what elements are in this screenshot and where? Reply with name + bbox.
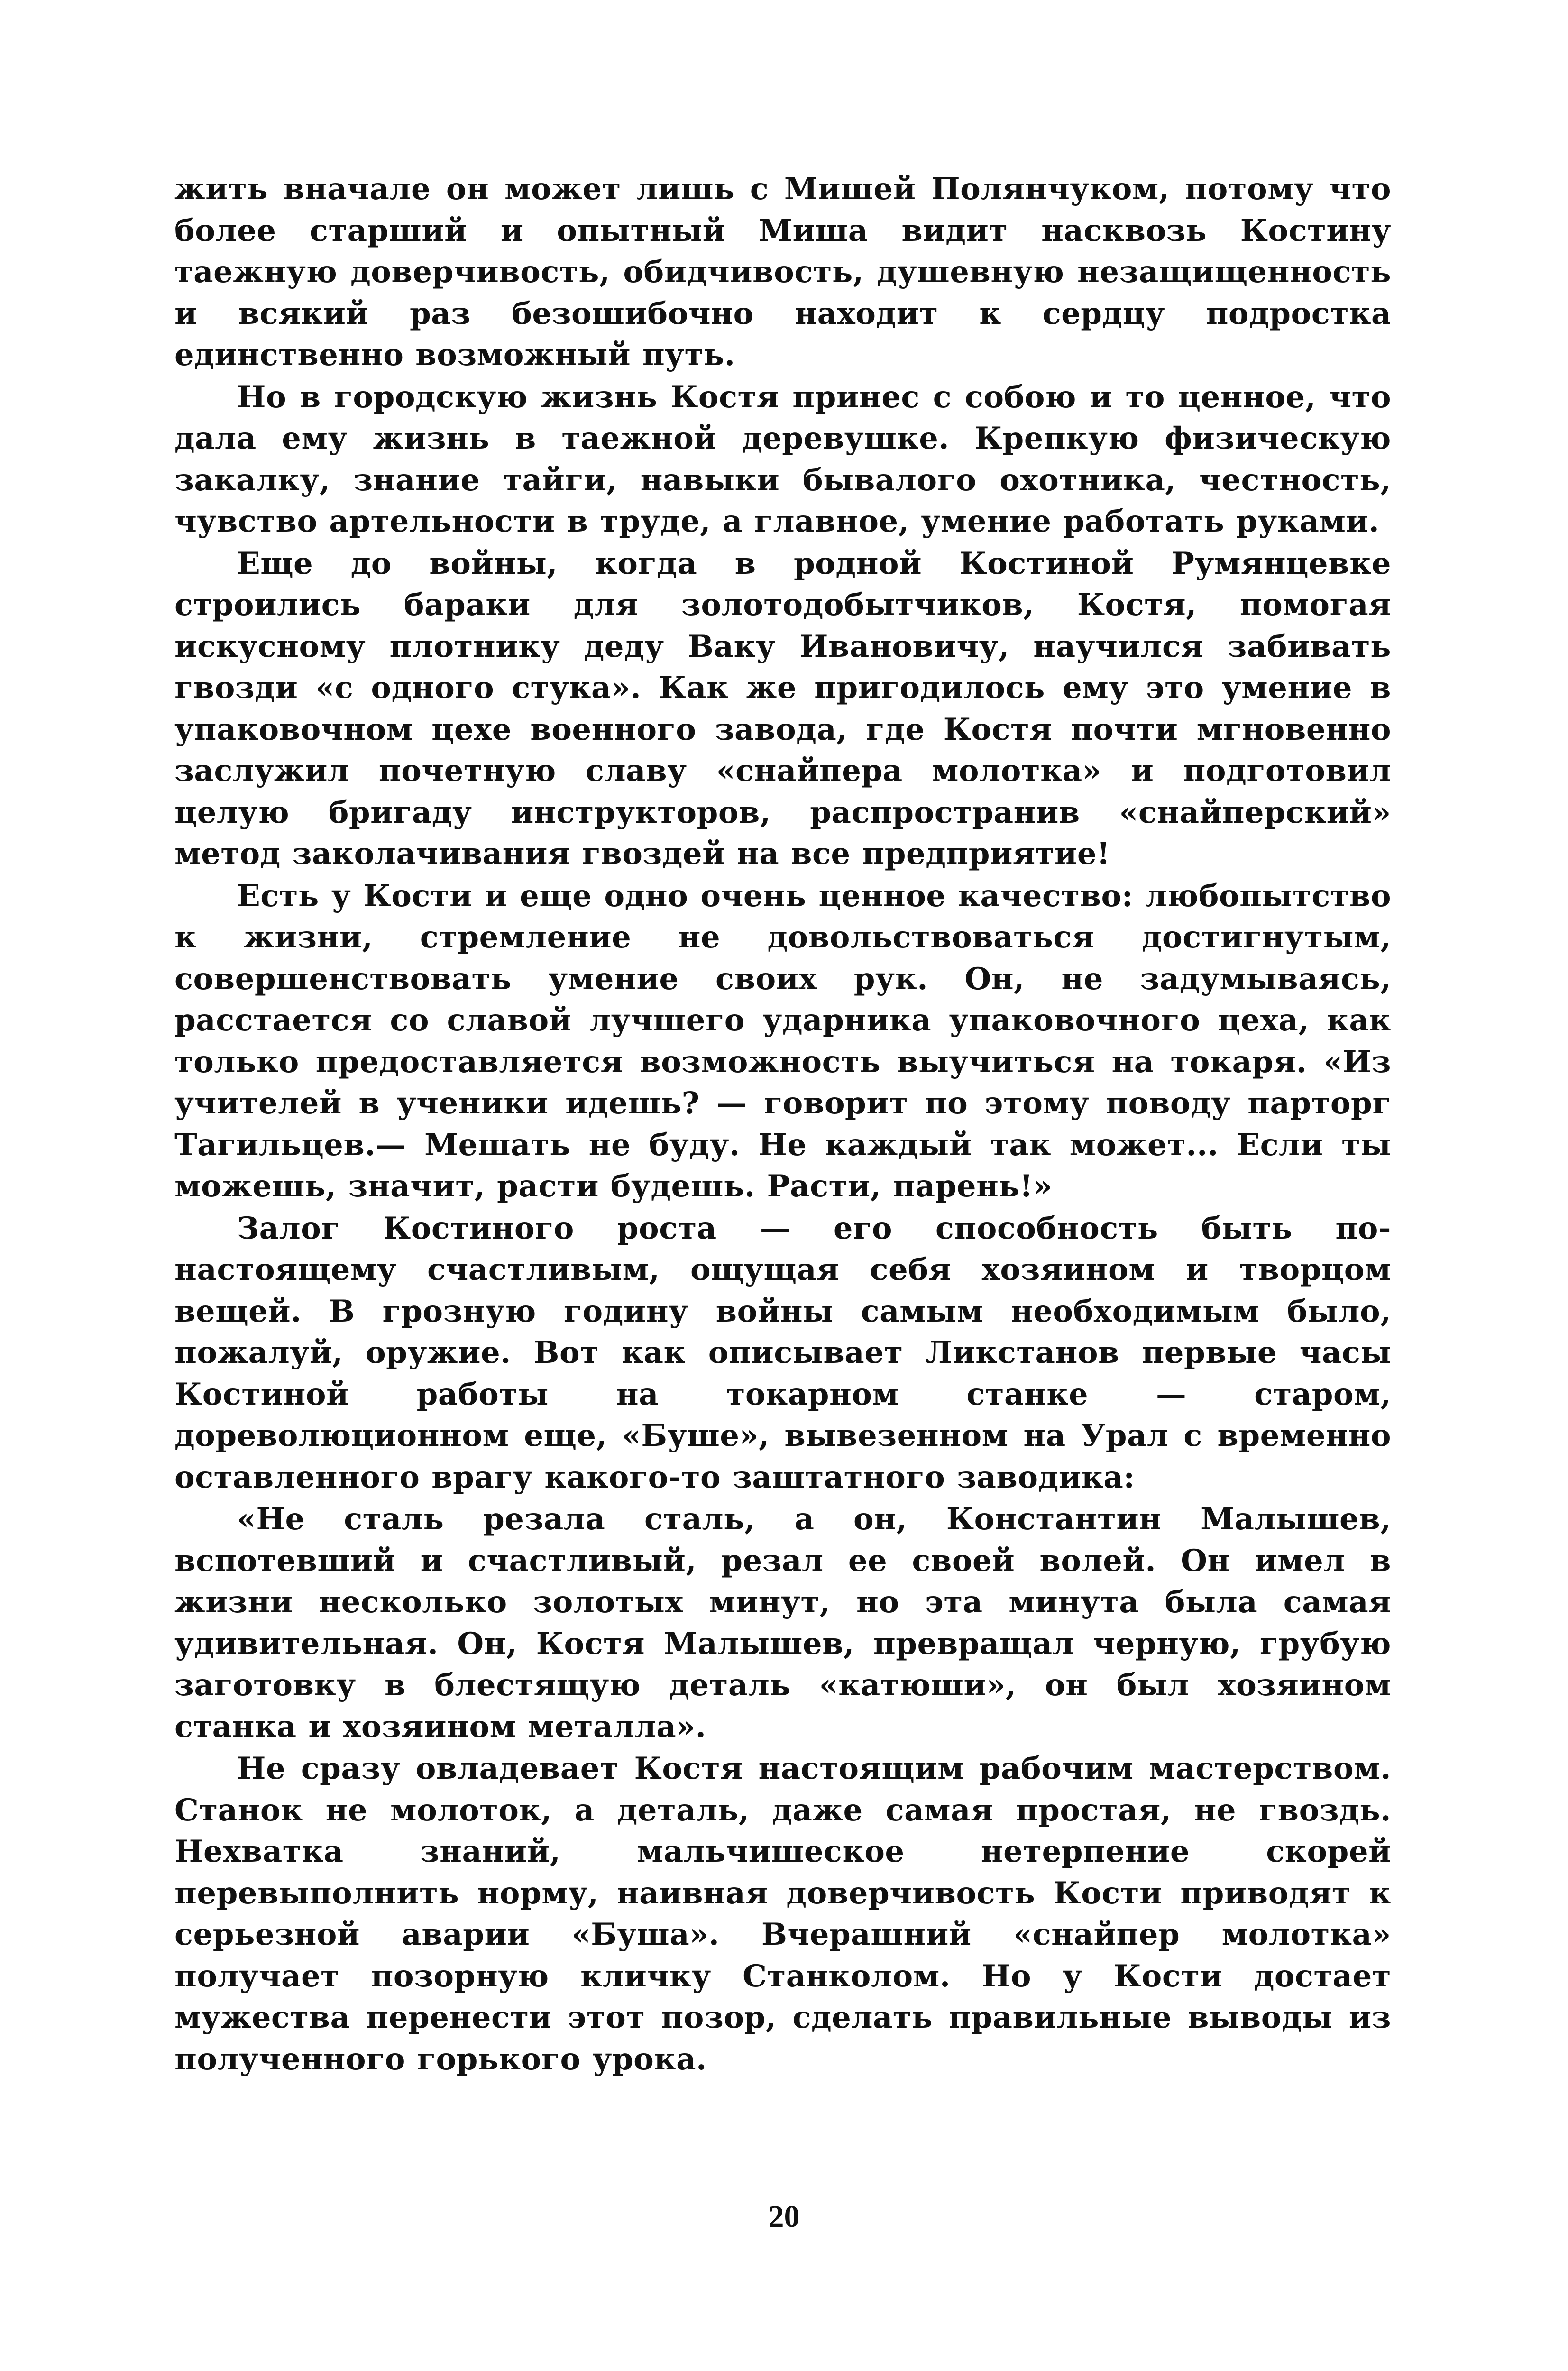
- paragraph-curiosity: Есть у Кости и еще одно очень ценное качество: любопытство к жизни, стремление не довольствоваться достигнутым, совершенствовать умение своих рук. Он, не задумываясь, расстается со славой лучшего ударника упаковочного цеха, как только предоставляется возможность выучиться на токаря. «Из учителей в ученики идешь? — говорит по этому поводу парторг Тагильцев.— Мешать не буду. Не каждый так может... Если ты можешь, значит, расти будешь. Расти, парень!»: [174, 878, 1391, 1204]
- text-column: [174, 168, 1391, 2080]
- paragraph-continuation: жить вначале он может лишь с Мишей Полянчуком, потому что более старший и опытный Миша видит насквозь Костину таежную доверчивость, обидчивость, душевную незащищенность и всякий раз безошибочно находит к сердцу подростка единственно возможный путь.: [174, 171, 1391, 373]
- page-number: 20: [768, 2199, 800, 2234]
- paragraph-growth: Залог Костиного роста — его способность быть по-настоящему счастливым, ощущая себя хозяином и творцом вещей. В грозную годину войны самым необходимым было, пожалуй, оружие. Вот как описывает Ликстанов первые часы Костиной работы на токарном станке — старом, дореволюционном еще, «Буше», вывезенном на Урал с временно оставленного врагу какого-то заштатного заводика:: [174, 1210, 1391, 1495]
- paragraph-quote: «Не сталь резала сталь, а он, Константин Малышев, вспотевший и счастливый, резал ее своей волей. Он имел в жизни несколько золотых минут, но эта минута была самая удивительная. Он, Костя Малышев, превращал черную, грубую заготовку в блестящую деталь «катюши», он был хозяином станка и хозяином металла».: [174, 1501, 1391, 1745]
- paragraph-before-war: Еще до войны, когда в родной Костиной Румянцевке строились бараки для золотодобытчиков, Костя, помогая искусному плотнику деду Ваку Ивановичу, научился забивать гвозди «с одного стука». Как же пригодилось ему это умение в упаковочном цехе военного завода, где Костя почти мгновенно заслужил почетную славу «снайпера молотка» и подготовил целую бригаду инструкторов, распространив «снайперский» метод заколачивания гвоздей на все предприятие!: [174, 545, 1391, 872]
- paragraph-city-life: Но в городскую жизнь Костя принес с собою и то ценное, что дала ему жизнь в таежной деревушке. Крепкую физическую закалку, знание тайги, навыки бывалого охотника, честность, чувство артельности в труде, а главное, умение работать руками.: [174, 379, 1391, 539]
- paragraph-mastery: Не сразу овладевает Костя настоящим рабочим мастерством. Станок не молоток, а деталь, даже самая простая, не гвоздь. Нехватка знаний, мальчишеское нетерпение скорей перевыполнить норму, наивная доверчивость Кости приводят к серьезной аварии «Буша». Вчерашний «снайпер молотка» получает позорную кличку Станколом. Но у Кости достает мужества перенести этот позор, сделать правильные выводы из полученного горького урока.: [174, 1751, 1391, 2077]
